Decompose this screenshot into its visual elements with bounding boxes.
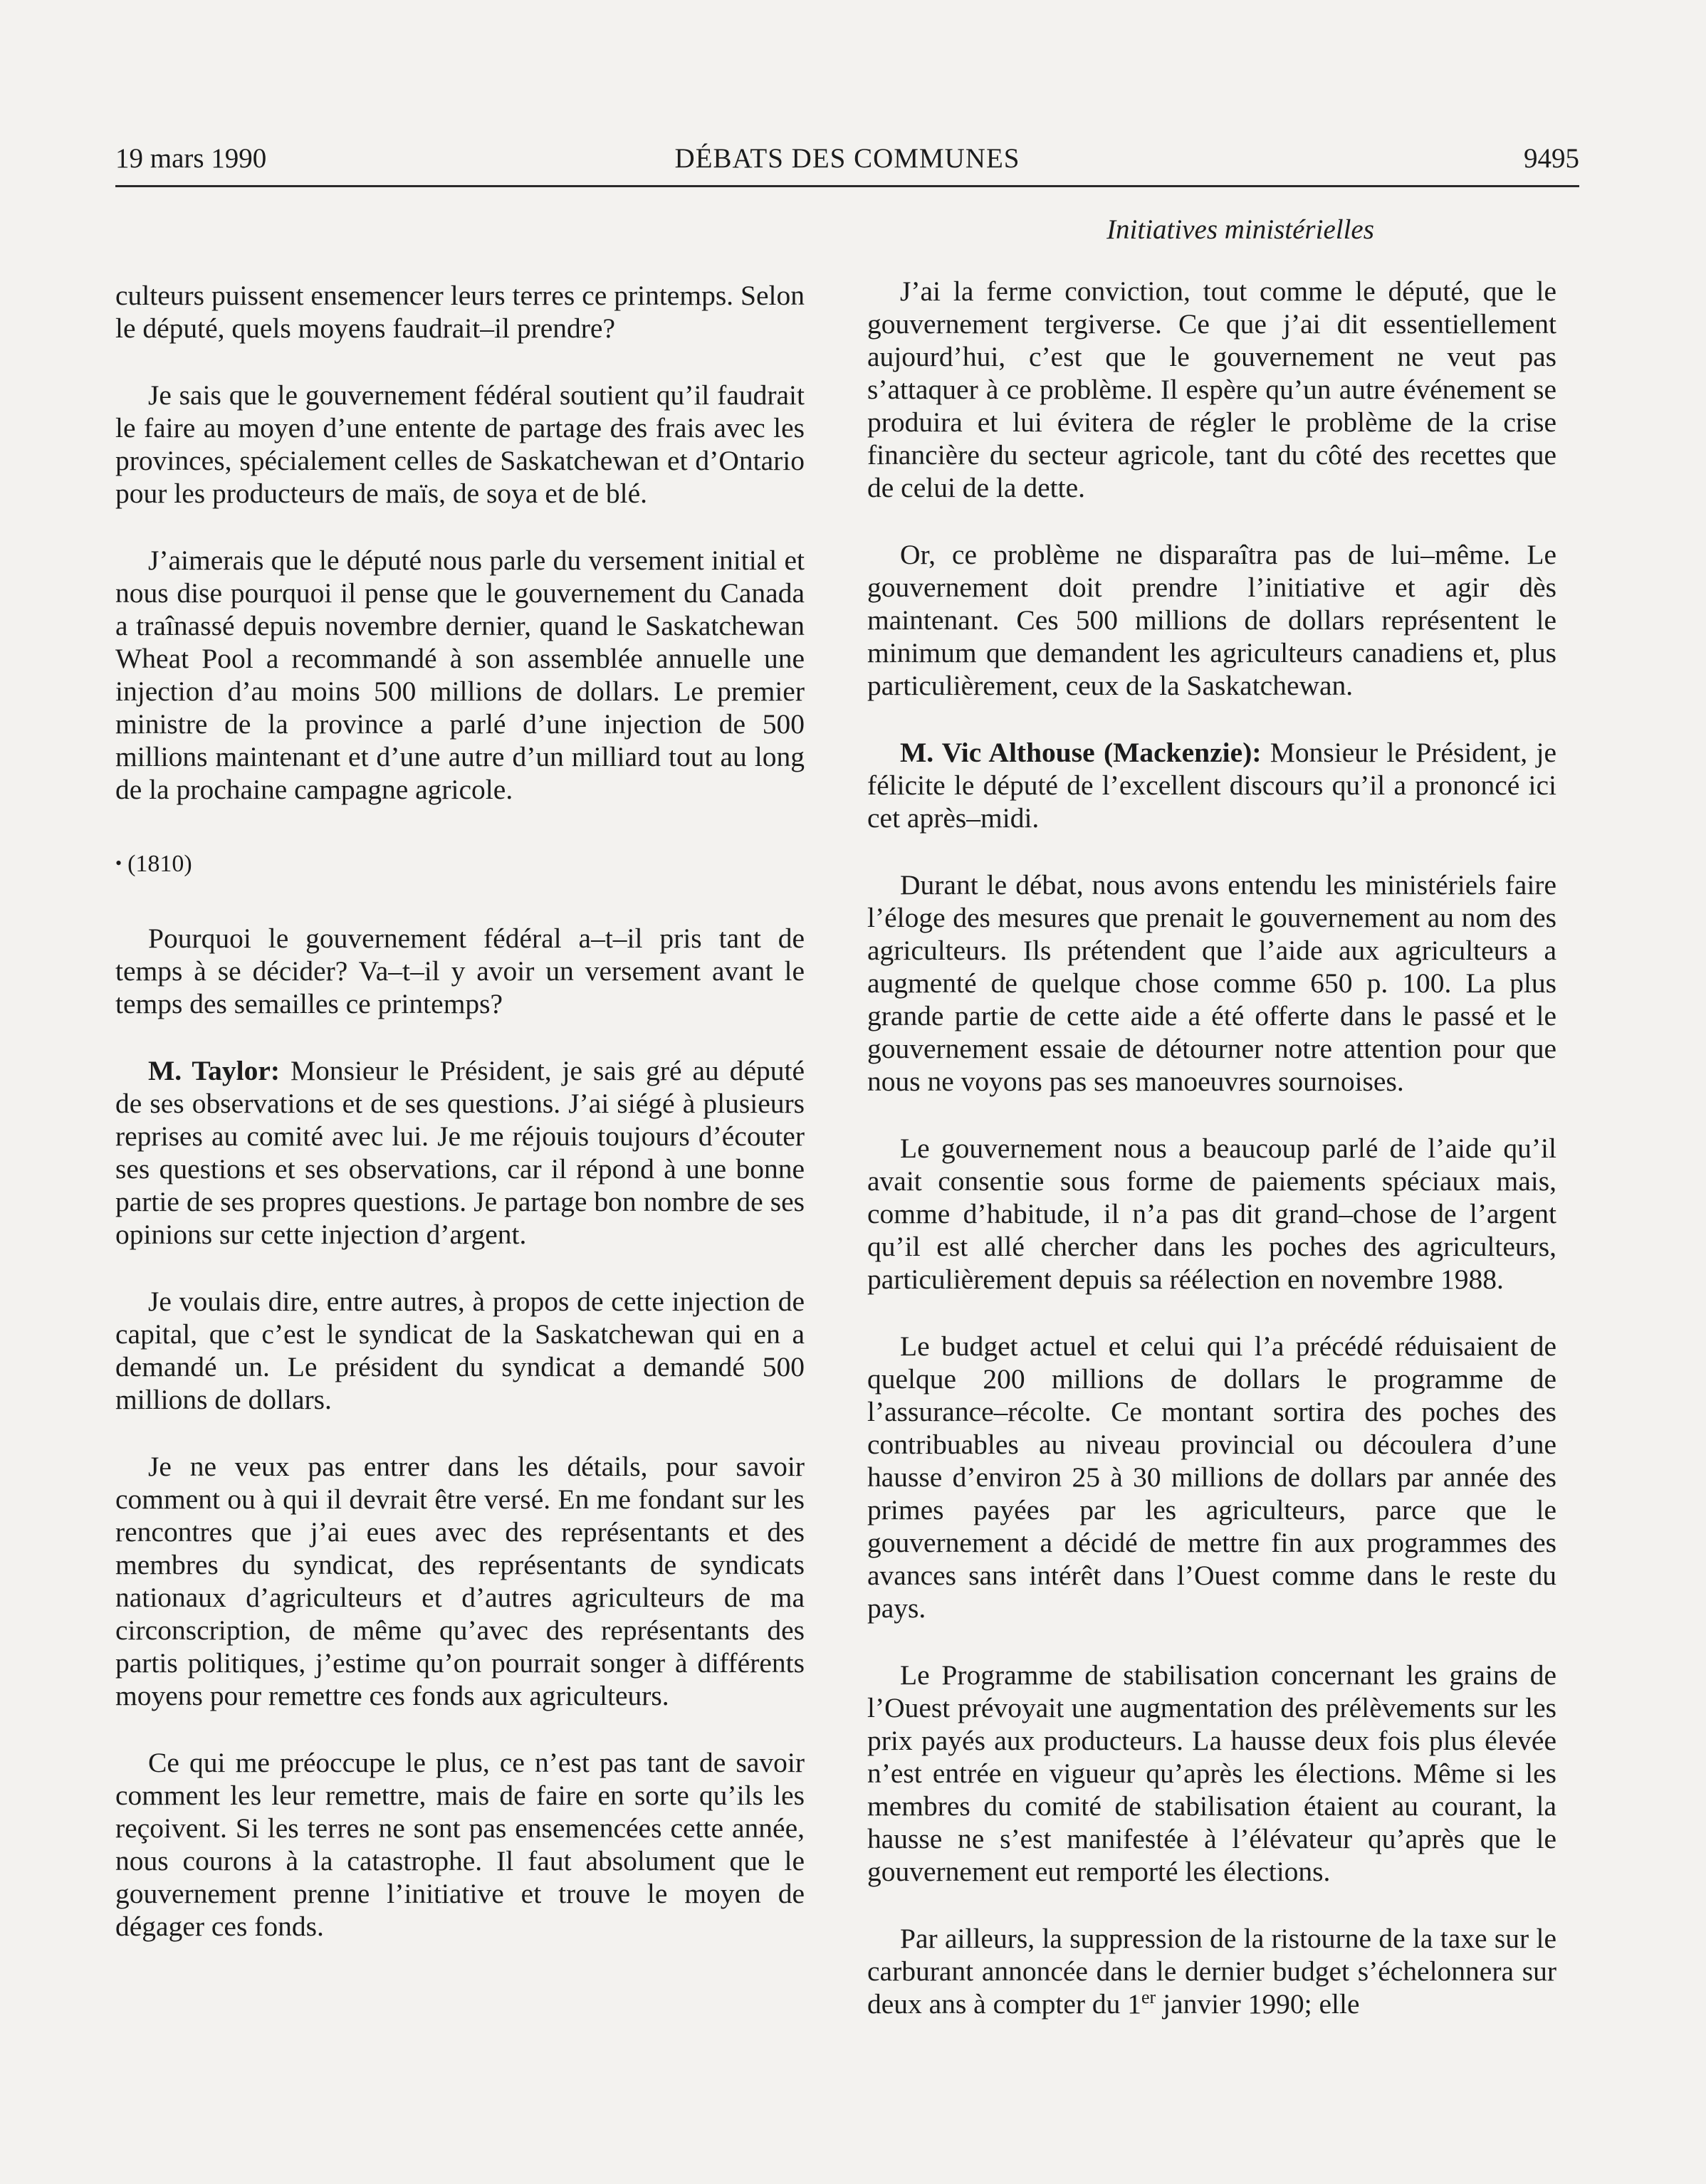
paragraph	[867, 1922, 1556, 2020]
timestamp	[115, 847, 805, 881]
text-fragment: janvier 1990; elle	[1156, 1988, 1360, 2020]
paragraph: Je voulais dire, entre autres, à propos de cette injection de capital, que c’est le syndicat de la Saskatchewan qui en a demandé un. Le président du syndicat a demandé 500 millions de dollars.	[115, 1286, 805, 1415]
paragraph: culteurs puissent ensemencer leurs terres ce printemps. Selon le député, quels moyens faudrait–il prendre?	[115, 280, 805, 344]
page-header	[115, 142, 1579, 187]
timestamp-text: (1810)	[127, 851, 192, 877]
right-column	[867, 214, 1556, 2054]
speech-text: Monsieur le Président, je félicite le député de l’excellent discours qu’il a prononcé ici cet après–midi.	[867, 737, 1556, 834]
text-fragment: Par ailleurs, la suppression de la ristourne de la taxe sur le carburant annoncée dans le dernier budget s’échelonnera sur deux ans à compter du 1	[867, 1923, 1556, 2020]
paragraph: Durant le débat, nous avons entendu les ministériels faire l’éloge des mesures que prenait le gouvernement au nom des agriculteurs. Ils prétendent que l’aide aux agriculteurs a augmenté de quelque chose comme 650 p. 100. La plus grande partie de cette aide a été offerte dans le passé et le gouvernement essaie de détourner notre attention pour que nous ne voyons pas ses manoeuvres sournoises.	[867, 869, 1556, 1097]
publication-title: DÉBATS DES COMMUNES	[674, 143, 1020, 174]
paragraph: Pourquoi le gouvernement fédéral a–t–il pris tant de temps à se décider? Va–t–il y avoir un versement avant le temps des semailles ce printemps?	[115, 923, 805, 1019]
paragraph: Le gouvernement nous a beaucoup parlé de l’aide qu’il avait consentie sous forme de paiements spéciaux mais, comme d’habitude, il n’a pas dit grand–chose de l’argent qu’il est allé chercher dans les poches des agriculteurs, particulièrement depuis sa réélection en novembre 1988.	[867, 1133, 1556, 1295]
speaker-name: M. Vic Althouse (Mackenzie):	[900, 737, 1262, 768]
section-title: Initiatives ministérielles	[1106, 214, 1374, 245]
paragraph: Je sais que le gouvernement fédéral soutient qu’il faudrait le faire au moyen d’une entente de partage des frais avec les provinces, spécialement celles de Saskatchewan et d’Ontario pour les producteurs de maïs, de soya et de blé.	[115, 379, 805, 509]
speech-paragraph	[115, 1054, 805, 1251]
speaker-name: M. Taylor:	[148, 1055, 281, 1086]
paragraph: Le Programme de stabilisation concernant les grains de l’Ouest prévoyait une augmentation des prélèvements sur les prix payés aux producteurs. La hausse deux fois plus élevée n’est entrée en vigueur qu’après les élections. Même si les membres du comité de stabilisation étaient au courant, la hausse ne s’est manifestée à l’élévateur qu’après que le gouvernement eut remporté les élections.	[867, 1659, 1556, 1887]
header-date: 19 mars 1990	[115, 143, 267, 174]
paragraph: Le budget actuel et celui qui l’a précédé réduisaient de quelque 200 millions de dollars le programme de l’assurance–récolte. Ce montant sortira des poches des contribuables au niveau provincial ou découlera d’une hausse d’environ 25 à 30 millions de dollars par année des primes payées par les agriculteurs, parce que le gouvernement a décidé de mettre fin aux programmes des avances sans intérêt dans l’Ouest comme dans le reste du pays.	[867, 1330, 1556, 1624]
paragraph: Je ne veux pas entrer dans les détails, pour savoir comment ou à qui il devrait être versé. En me fondant sur les rencontres que j’ai eues avec des représentants et des membres du syndicat, des représentants de syndicats nationaux d’agriculteurs et d’autres agriculteurs de ma circonscription, de même qu’avec des représentants des partis politiques, j’estime qu’on pourrait songer à différents moyens pour remettre ces fonds aux agriculteurs.	[115, 1451, 805, 1711]
paragraph: J’ai la ferme conviction, tout comme le député, que le gouvernement tergiverse. Ce que j’ai dit essentiellement aujourd’hui, c’est que le gouvernement ne veut pas s’attaquer à ce problème. Il espère qu’un autre événement se produira et lui évitera de régler le problème de la crise financière du secteur agricole, tant du côté des recettes que de celui de la dette.	[867, 275, 1556, 503]
speech-paragraph	[867, 736, 1556, 834]
speech-text: Monsieur le Président, je sais gré au député de ses observations et de ses questions. J’ai siégé à plusieurs reprises au comité avec lui. Je me réjouis toujours d’écouter ses questions et ses observations, car il répond à une bonne partie de ses propres questions. Je partage bon nombre de ses opinions sur cette injection d’argent.	[115, 1055, 805, 1250]
superscript: er	[1141, 1986, 1156, 2007]
bullet-icon: •	[115, 853, 122, 873]
paragraph: Or, ce problème ne disparaîtra pas de lui–même. Le gouvernement doit prendre l’initiative et agir dès maintenant. Ces 500 millions de dollars représentent le minimum que demandent les agriculteurs canadiens et, plus particulièrement, ceux de la Saskatchewan.	[867, 539, 1556, 701]
paragraph: J’aimerais que le député nous parle du versement initial et nous dise pourquoi il pense que le gouvernement du Canada a traînassé depuis novembre dernier, quand le Saskatchewan Wheat Pool a recommandé à son assemblée annuelle une injection d’au moins 500 millions de dollars. Le premier ministre de la province a parlé d’une injection de 500 millions maintenant et d’une autre d’un milliard tout au long de la prochaine campagne agricole.	[115, 545, 805, 805]
page-number: 9495	[1524, 143, 1579, 174]
paragraph: Ce qui me préoccupe le plus, ce n’est pas tant de savoir comment les leur remettre, mais de faire en sorte qu’ils les reçoivent. Si les terres ne sont pas ensemencées cette année, nous courons à la catastrophe. Il faut absolument que le gouvernement prenne l’initiative et trouve le moyen de dégager ces fonds.	[115, 1747, 805, 1942]
left-column	[115, 279, 805, 1977]
